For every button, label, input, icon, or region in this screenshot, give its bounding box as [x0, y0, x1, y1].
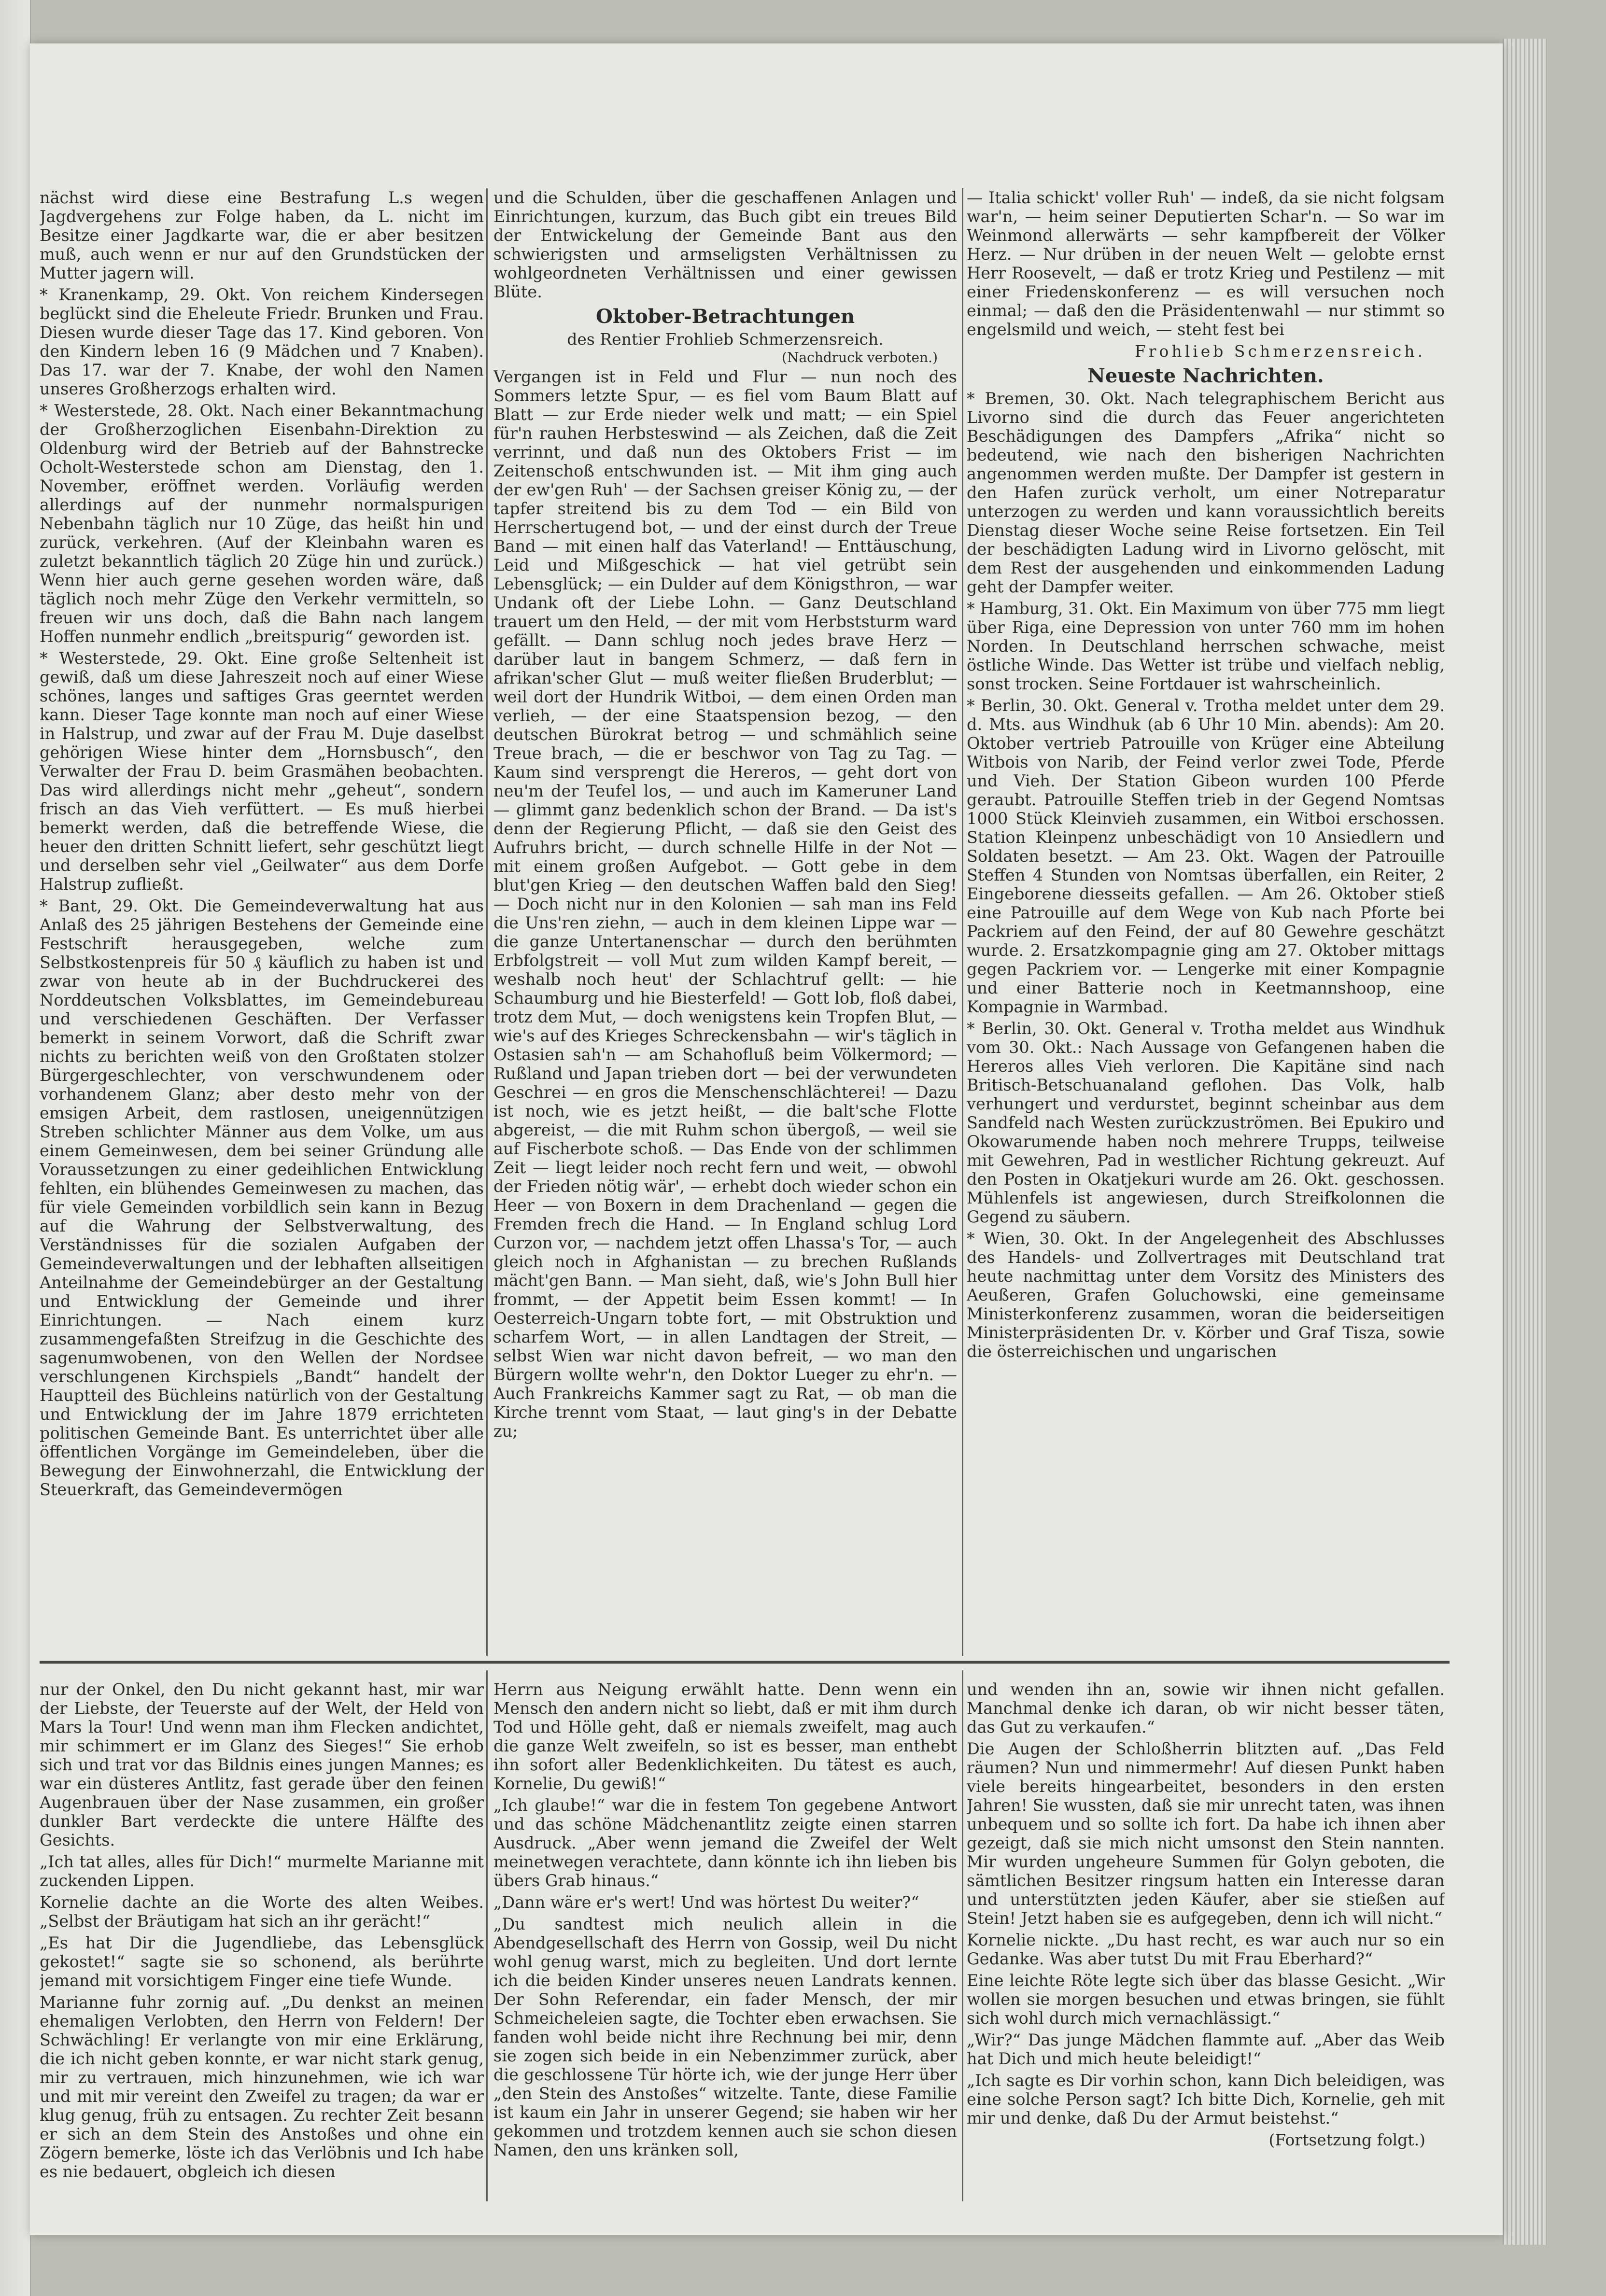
poem-paragraph: Vergangen ist in Feld und Flur — nun noch des Sommers letzte Spur, — es fiel vom Baum Blatt auf Blatt — zur Erde nieder welk und matt; — ein Spiel für'n rauhen Herbsteswind — als Zeichen, daß die Zeit verrinnt, und daß nun des Oktobers Frist — im Zeitenschoß entschwunden ist. — Mit ihm ging auch der ew'gen Ruh' — der Sachsen greiser König zu, — der tapfer streitend bis zu dem Tod — ein Bild von Herrschertugend bot, — und der einst durch der Treue Band — mit einen half das Vaterland! — Enttäuschung, Leid und Mißgeschick — hat viel getrübt sein Lebensglück; — ein Dulder auf dem Königsthron, — war Undank oft der Liebe Lohn. — Ganz Deutschland trauert um den Held, — der mit vom Herbststurm ward gefällt. — Dann schlug noch jedes brave Herz — darüber laut in bangem Schmerz, — daß fern in afrikan'scher Glut — muß weiter fließen Bruderblut; — weil dort der Hundrik Witboi, — dem einen Orden man verlieh, — der eine Staatspension bezog, — den deutschen Bürokrat betrog — und schmählich seine Treue brach, — die er beschwor von Tag zu Tag. — Kaum sind versprengt die Hereros, — geht dort von neu'm der Teufel los, — und auch im Kameruner Land — glimmt ganz bedenklich schon der Brand. — Da ist's denn der Regierung Pflicht, — daß sie den Geist des Aufruhrs bricht, — durch schnelle Hilfe in der Not — mit einem großen Aufgebot. — Gott gebe in dem blut'gen Krieg — den deutschen Waffen bald den Sieg! — Doch nicht nur in den Kolonien — sah man ins Feld die Uns'ren ziehn, — auch in dem kleinen Lippe war — die ganze Untertanenschar — durch den berühmten Erbfolgstreit — voll Mut zum wilden Kampf bereit, — weshalb noch heut' der Schlachtruf gellt: — hie Schaumburg und hie Biesterfeld! — Gott lob, floß dabei, trotz dem Mut, — doch wenigstens kein Tropfen Blut, — wie's auf des Krieges Schreckensbahn — wir's täglich in Ostasien sah'n — am Schahofluß beim Völkermord; — Rußland und Japan trieben dort — bei der verwundeten Geschrei — en gros die Menschenschlächterei! — Dazu ist noch, wie es jetzt heißt, — die balt'sche Flotte abgereist, — die mit Ruhm schon übergoß, — weil sie auf Fischerbote schoß. — Das Ende von der schlimmen Zeit — liegt leider noch recht fern und weit, — obwohl der Frieden nötig wär', — erhebt doch wieder schon ein Heer — von Boxern in dem Drachenland — gegen die Fremden frech die Hand. — In England schlug Lord Curzon vor, — nachdem jetzt offen Lhassa's Tor, — auch gleich noch in Afghanistan — zu brechen Rußlands mächt'gen Bann. — Man sieht, daß, wie's John Bull hier frommt, — der Appetit beim Essen kommt! — In Oesterreich-Ungarn tobte fort, — mit Obstruktion und scharfem Wort, — in allen Landtagen der Streit, — selbst Wien war nicht davon befreit, — wo man den Bürgern wollte wehr'n, den Doktor Lueger zu ehr'n. — Auch Frankreichs Kammer sagt zu Rat, — ob man die Kirche trennt vom Staat, — laut ging's in der Debatte zu;	[493, 367, 957, 1441]
novel-paragraph: Kornelie dachte an die Worte des alten Weibes. „Selbst der Bräutigam hat sich an ihr gerächt!“	[40, 1893, 484, 1931]
novel-paragraph: Die Augen der Schloßherrin blitzten auf. „Das Feld räumen? Nun und nimmermehr! Auf diesen Punkt haben viele bereits hingearbeitet, besonders in den ersten Jahren! Sie wussten, daß sie mir unrecht taten, was ihnen unbequem und so sollte ich fort. Da habe ich ihnen aber gezeigt, daß sie mich nicht umsonst den Stein nannten. Mir wurden ungeheure Summen für Golyn geboten, die sämtlichen Besitzer ringsum hatten ein Interesse daran und unterstützten jeden Käufer, aber sie stießen auf Stein! Jetzt haben sie es aufgegeben, denn ich will nicht.“	[967, 1739, 1445, 1928]
news-item: * Hamburg, 31. Okt. Ein Maximum von über 775 mm liegt über Riga, eine Depression von unter 760 mm im hohen Norden. In Deutschland herrschen schwache, meist östliche Winde. Das Wetter ist trübe und vielfach neblig, sonst trocken. Seine Fortdauer ist wahrscheinlich.	[967, 599, 1445, 693]
novel-paragraph: „Es hat Dir die Jugendliebe, das Lebensglück gekostet!“ sagte sie so schonend, als berührte jemand mit vorsichtigem Finger eine tiefe Wunde.	[40, 1933, 484, 1990]
novel-paragraph: Eine leichte Röte legte sich über das blasse Gesicht. „Wir wollen sie morgen besuchen und etwas bringen, sie fühlt sich wohl durch mich vernachlässigt.“	[967, 1971, 1445, 2028]
local-news-paragraph: * Kranenkamp, 29. Okt. Von reichem Kindersegen beglückt sind die Eheleute Friedr. Brunken und Frau. Diesen wurde dieser Tage das 17. Kind geboren. Von den Kindern leben 16 (9 Mädchen und 7 Knaben). Das 17. war der 7. Knabe, der wohl den Namen unseres Großherzogs erhalten wird.	[40, 285, 484, 398]
to-be-continued: (Fortsetzung folgt.)	[1268, 2130, 1425, 2149]
novel-paragraph: „Ich glaube!“ war die in festem Ton gegebene Antwort und das schöne Mädchenantlitz zeigte einen starren Ausdruck. „Aber wenn jemand die Zweifel der Welt meinetwegen verachtete, dann könnte ich ihn lieben bis übers Grab hinaus.“	[493, 1796, 957, 1890]
novel-paragraph: „Ich tat alles, alles für Dich!“ murmelte Marianne mit zuckenden Lippen.	[40, 1852, 484, 1890]
novel-paragraph: Kornelie nickte. „Du hast recht, es war auch nur so ein Gedanke. Was aber tutst Du mit Frau Eberhard?“	[967, 1931, 1445, 1968]
reprint-note: (Nachdruck verboten.)	[782, 350, 938, 365]
novel-paragraph: nur der Onkel, den Du nicht gekannt hast, mir war der Liebste, der Teuerste auf der Welt, der Held von Mars la Tour! Und wenn man ihm Flecken andichtet, mir schimmert er im Glanz des Sieges!“ Sie erhob sich und trat vor das Bildnis eines jungen Mannes; es war ein düsteres Antlitz, fast gerade über den feinen Augenbrauen über der Nase zusammen, ein großer dunkler Bart verdeckte die untere Hälfte des Gesichts.	[40, 1680, 484, 1849]
news-column-3	[967, 188, 1445, 1646]
feuilleton-column-1	[40, 1680, 484, 2201]
feuilleton-column-3	[967, 1680, 1445, 2201]
news-item: * Wien, 30. Okt. In der Angelegenheit des Abschlusses des Handels- und Zollvertrages mit Deutschland trat heute nachmittag unter dem Vorsitz des Ministers des Aeußeren, Grafen Goluchowski, eine gemeinsame Ministerkonferenz zusammen, woran die beiderseitigen Ministerpräsidenten Dr. v. Körber und Graf Tisza, sowie die österreichischen und ungarischen	[967, 1229, 1445, 1361]
column-rule	[962, 188, 963, 1656]
news-item: * Berlin, 30. Okt. General v. Trotha meldet aus Windhuk vom 30. Okt.: Nach Aussage von Gefangenen haben die Hereros alles Vieh verloren. Die Kapitäne sind nach Britisch-Betschuanaland geflohen. Das Volk, halb verhungert und verdurstet, beginnt scheinbar aus dem Sandfeld nach Westen zurückzuströmen. Bei Epukiro und Okowarumende haben noch mehrere Trupps, teilweise mit Gewehren, Pad in westlicher Richtung gekreuzt. Auf den Posten in Okatjekuri wurde am 26. Okt. geschossen. Mühlenfels ist angewiesen, durch Streifkolonnen die Gegend zu säubern.	[967, 1019, 1445, 1226]
novel-paragraph: „Du sandtest mich neulich allein in die Abendgesellschaft des Herrn von Gossip, weil Du nicht wohl genug warst, mich zu begleiten. Und dort lernte ich die beiden Kinder unseres neuen Landrats kennen. Der Sohn Referendar, ein fader Mensch, der mir Schmeicheleien sagte, die Tochter eben erwachsen. Sie fanden wohl beide nicht ihre Rechnung bei mir, denn sie zogen sich beide in ein Nebenzimmer zurück, aber die geschlossene Tür hörte ich, wie der junge Herr über „den Stein des Anstoßes“ witzelte. Tante, diese Familie ist kaum ein Jahr in unserer Gegend; sie haben wir her gekommen und trotzdem kennen auch sie schon diesen Namen, den uns kränken soll,	[493, 1915, 957, 2159]
section-heading: Neueste Nachrichten.	[1087, 364, 1324, 387]
novel-paragraph: und wenden ihn an, sowie wir ihnen nicht gefallen. Manchmal denke ich daran, ob wir nicht besser täten, das Gut zu verkaufen.“	[967, 1680, 1445, 1736]
book-page-stack	[1503, 39, 1547, 2245]
section-heading: Oktober-Betrachtungen	[595, 305, 855, 328]
local-news-paragraph: * Westerstede, 29. Okt. Eine große Seltenheit ist gewiß, daß um diese Jahreszeit noch auf einer Wiese schönes, langes und saftiges Gras geerntet werden kann. Dieser Tage konnte man noch auf einer Wiese in Halstrup, und zwar auf der Frau M. Duje daselbst gehörigen Wiese hinter dem „Hornsbusch“, den Verwalter der Frau D. beim Grasmähen beobachten. Das wird allerdings nicht mehr „geheut“, sondern frisch an das Vieh verfüttert. — Es muß hierbei bemerkt werden, daß die betreffende Wiese, die heuer den dritten Schnitt liefert, sehr geschützt liegt und derselben sehr viel „Geilwater“ aus dem Dorfe Halstrup zufließt.	[40, 649, 484, 894]
feuilleton-column-2	[493, 1680, 957, 2201]
novel-paragraph: „Ich sagte es Dir vorhin schon, kann Dich beleidigen, was eine solche Person sagt? Ich bitte Dich, Kornelie, geh mit mir und denke, daß Du der Armut beistehst.“	[967, 2071, 1445, 2128]
section-subheading: des Rentier Frohlieb Schmerzensreich.	[567, 330, 884, 349]
poem-signature: Frohlieb Schmerzensreich.	[1134, 342, 1425, 361]
local-news-paragraph: * Bant, 29. Okt. Die Gemeindeverwaltung hat aus Anlaß des 25 jährigen Bestehens der Gemeinde eine Festschrift herausgegeben, welche zum Selbstkostenpreis für 50 ₰ käuflich zu haben ist und zwar von heute ab in der Buchdruckerei des Norddeutschen Volksblattes, im Gemeindebureau und verschiedenen Geschäften. Der Verfasser bemerkt in seinem Vorwort, daß die Schrift zwar nichts zu berichten weiß von den Großtaten stolzer Bürgergeschlechter, von verschwundenem oder vorhandenem Glanz; aber desto mehr von der emsigen Arbeit, dem rastlosen, uneigennützigen Streben schlichter Männer aus dem Volke, um aus einem Gemeinwesen, dem bei seiner Gründung alle Voraussetzungen zu einer gedeihlichen Entwicklung fehlten, ein blühendes Gemeinwesen zu machen, das für viele Gemeinden vorbildlich sein kann in Bezug auf die Wahrung der Selbstverwaltung, des Verständnisses für die sozialen Aufgaben der Gemeindeverwaltungen und der lebhaften allseitigen Anteilnahme der Gemeindebürger an der Gestaltung und Entwicklung der Gemeinde und ihrer Einrichtungen. — Nach einem kurz zusammengefaßten Streifzug in die Geschichte des sagenumwobenen, von den Wellen der Nordsee verschlungenen Kirchspiels „Bandt“ handelt der Hauptteil des Büchleins natürlich von der Gestaltung und Entwicklung der im Jahre 1879 errichteten politischen Gemeinde Bant. Es unterrichtet über alle öffentlichen Vorgänge im Gemeindeleben, über die Bewegung der Einwohnerzahl, die Entwicklung der Steuerkraft, das Gemeindevermögen	[40, 896, 484, 1499]
column-rule	[486, 1670, 488, 2201]
news-item: * Berlin, 30. Okt. General v. Trotha meldet unter dem 29. d. Mts. aus Windhuk (ab 6 Uhr 10 Min. abends): Am 20. Oktober vertrieb Patrouille von Krüger eine Abteilung Witbois von Narib, der Feind verlor zwei Tode, Pferde und Vieh. Der Station Gibeon wurden 100 Pferde geraubt. Patrouille Steffen trieb in der Gegend Nomtsas 1000 Stück Kleinvieh zusammen, ein Witboi erschossen. Station Kleinpenz unbeschädigt von 10 Ansiedlern und Soldaten besetzt. — Am 23. Okt. Wagen der Patrouille Steffen 4 Stunden von Nomtsas überfallen, ein Reiter, 2 Eingeborene diesseits gefallen. — Am 26. Oktober stieß eine Patrouille auf dem Wege von Kub nach Pforte bei Packriem auf den Feind, der auf 80 Gewehre geschätzt wurde. 2. Ersatzkompagnie ging am 27. Oktober mittags gegen Packriem vor. — Lengerke mit einer Kompagnie und einer Batterie noch in Keetmannshoop, eine Kompagnie in Warmbad.	[967, 696, 1445, 1016]
novel-paragraph: „Dann wäre er's wert! Und was hörtest Du weiter?“	[493, 1893, 919, 1912]
news-column-2	[493, 188, 957, 1646]
feuilleton-separator	[40, 1661, 1450, 1664]
novel-paragraph: Marianne fuhr zornig auf. „Du denkst an meinen ehemaligen Verlobten, den Herrn von Feldern! Der Schwächling! Er verlangte von mir eine Erklärung, die ich nicht geben konnte, er war nicht stark genug, mir zu vertrauen, mich hinzunehmen, wie ich war und mit mir vereint den Zweifel zu tragen; da war er klug genug, früh zu entsagen. Zu rechter Zeit besann er sich an dem Stein des Anstoßes und ohne ein Zögern bemerke, löste ich das Verlöbnis und Ich habe es nie bedauert, obgleich ich diesen	[40, 1993, 484, 2181]
newspaper-page	[30, 43, 1503, 2235]
article-continuation: und die Schulden, über die geschaffenen Anlagen und Einrichtungen, kurzum, das Buch gibt ein treues Bild der Entwickelung der Gemeinde Bant aus den schwierigsten und armseligsten Verhältnissen zu wohlgeordneten Verhältnissen und einer gewissen Blüte.	[493, 188, 957, 301]
adjacent-page-edge	[0, 0, 31, 2296]
novel-paragraph: Herrn aus Neigung erwählt hatte. Denn wenn ein Mensch den andern nicht so liebt, daß er mit ihm durch Tod und Hölle geht, daß er niemals zweifelt, mag auch die ganze Welt zweifeln, so ist es besser, man enthebt ihn sofort aller Bedenklichkeiten. Du tätest es auch, Kornelie, Du gewiß!“	[493, 1680, 957, 1793]
column-rule	[962, 1670, 963, 2201]
local-news-paragraph: nächst wird diese eine Bestrafung L.s wegen Jagdvergehens zur Folge haben, da L. nicht im Besitze einer Jagdkarte war, die er aber besitzen muß, auch wenn er nur auf den Grundstücken der Mutter jagern will.	[40, 188, 484, 282]
column-rule	[486, 188, 488, 1656]
novel-paragraph: „Wir?“ Das junge Mädchen flammte auf. „Aber das Weib hat Dich und mich heute beleidigt!“	[967, 2030, 1445, 2068]
news-item: * Bremen, 30. Okt. Nach telegraphischem Bericht aus Livorno sind die durch das Feuer angerichteten Beschädigungen des Dampfers „Afrika“ nicht so bedeutend, wie nach den bisherigen Nachrichten angenommen werden mußte. Der Dampfer ist gestern in den Hafen zurück verholt, um einer Notreparatur unterzogen zu werden und kann voraussichtlich bereits Dienstag dieser Woche seine Reise fortsetzen. Ein Teil der beschädigten Ladung wird in Livorno gelöscht, mit dem Rest der ausgehenden und einkommenden Ladung geht der Dampfer weiter.	[967, 389, 1445, 596]
poem-paragraph: — Italia schickt' voller Ruh' — indeß, da sie nicht folgsam war'n, — heim seiner Deputierten Schar'n. — So war im Weinmond allerwärts — sehr kampfbereit der Völker Herz. — Nur drüben in der neuen Welt — gelobte ernst Herr Roosevelt, — daß er trotz Krieg und Pestilenz — mit einer Friedenskonferenz — es will versuchen noch einmal; — daß den die Präsidentenwahl — nur stimmt so engelsmild und weich, — steht fest bei	[967, 188, 1445, 339]
news-column-1	[40, 188, 484, 1646]
local-news-paragraph: * Westerstede, 28. Okt. Nach einer Bekanntmachung der Großherzoglichen Eisenbahn-Direktion zu Oldenburg wird der Betrieb auf der Bahnstrecke Ocholt-Westerstede schon am Dienstag, den 1. November, eröffnet werden. Vorläufig werden allerdings auf der nunmehr normalspurigen Nebenbahn täglich nur 10 Züge, das heißt hin und zurück, verkehren. (Auf der Kleinbahn waren es zuletzt bekanntlich täglich 20 Züge hin und zurück.) Wenn hier auch gerne gesehen worden wäre, daß täglich noch mehr Züge den Verkehr vermitteln, so freuen wir uns doch, daß die Bahn nach langem Hoffen nunmehr endlich „breitspurig“ geworden ist.	[40, 401, 484, 646]
